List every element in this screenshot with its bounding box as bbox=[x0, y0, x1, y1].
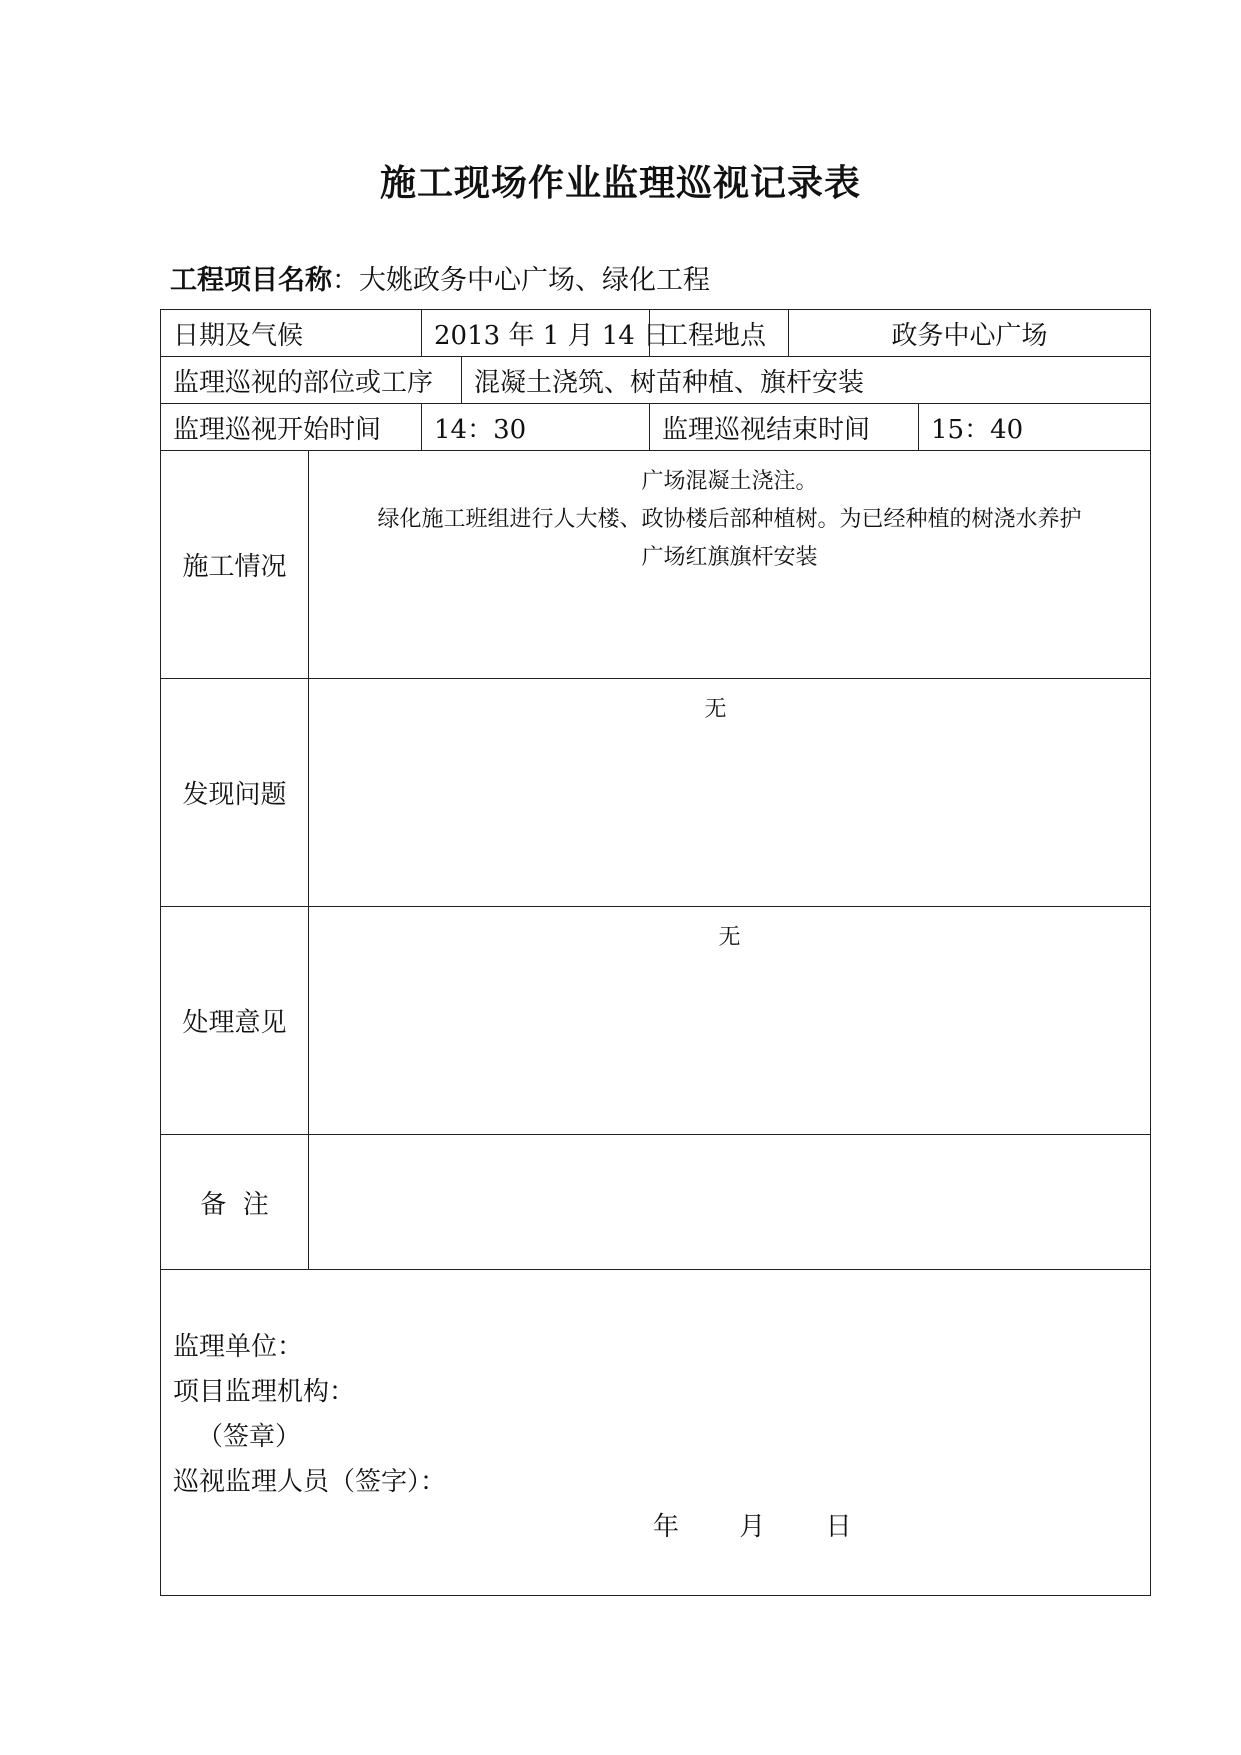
signature-block bbox=[161, 1270, 1151, 1596]
end-time-label: 监理巡视结束时间 bbox=[650, 404, 919, 451]
year-label: 年 bbox=[653, 1512, 680, 1542]
problems-text: 无 bbox=[704, 697, 727, 722]
day-label: 日 bbox=[825, 1512, 852, 1542]
date-row bbox=[161, 310, 1151, 357]
date-value: 2013 年 1 月 14 日 bbox=[422, 310, 650, 357]
start-time-value: 14：30 bbox=[422, 404, 650, 451]
handling-label: 处理意见 bbox=[161, 907, 309, 1135]
part-value: 混凝土浇筑、树苗种植、旗杆安装 bbox=[462, 357, 1151, 404]
remarks-label: 备 注 bbox=[161, 1135, 309, 1270]
sign-date-line bbox=[173, 1505, 1138, 1550]
handling-content bbox=[309, 907, 1151, 1135]
remarks-content bbox=[309, 1135, 1151, 1270]
handling-row bbox=[161, 907, 1151, 1135]
location-value: 政务中心广场 bbox=[789, 310, 1151, 357]
footer-row bbox=[161, 1270, 1151, 1596]
remarks-row bbox=[161, 1135, 1151, 1270]
inspection-form-table bbox=[160, 309, 1151, 1596]
end-time-value: 15：40 bbox=[919, 404, 1151, 451]
construction-row bbox=[161, 451, 1151, 679]
construction-line: 绿化施工班组进行人大楼、政协楼后部种植树。为已经种植的树浇水养护 bbox=[377, 507, 1082, 532]
inspector-signature-label: 巡视监理人员（签字）： bbox=[173, 1467, 447, 1497]
supervision-agency-label: 项目监理机构： bbox=[173, 1377, 356, 1407]
project-name-colon: ： bbox=[332, 265, 359, 296]
month-label: 月 bbox=[739, 1512, 766, 1542]
part-row bbox=[161, 357, 1151, 404]
date-label: 日期及气候 bbox=[161, 310, 422, 357]
handling-text: 无 bbox=[718, 925, 741, 950]
construction-label: 施工情况 bbox=[161, 451, 309, 679]
project-name-line bbox=[170, 258, 710, 297]
part-label: 监理巡视的部位或工序 bbox=[161, 357, 462, 404]
construction-line: 广场红旗旗杆安装 bbox=[641, 545, 818, 570]
construction-line: 广场混凝土浇注。 bbox=[641, 469, 818, 494]
construction-content bbox=[309, 451, 1151, 679]
page-title: 施工现场作业监理巡视记录表 bbox=[379, 162, 861, 204]
problems-label: 发现问题 bbox=[161, 679, 309, 907]
supervision-unit-label: 监理单位： bbox=[173, 1332, 304, 1362]
problems-content bbox=[309, 679, 1151, 907]
start-time-label: 监理巡视开始时间 bbox=[161, 404, 422, 451]
project-name-value: 大姚政务中心广场、绿化工程 bbox=[359, 265, 710, 296]
problems-row bbox=[161, 679, 1151, 907]
location-label: 工程地点 bbox=[650, 310, 789, 357]
project-name-label: 工程项目名称 bbox=[170, 265, 332, 296]
seal-label: （签章） bbox=[197, 1422, 302, 1452]
time-row bbox=[161, 404, 1151, 451]
